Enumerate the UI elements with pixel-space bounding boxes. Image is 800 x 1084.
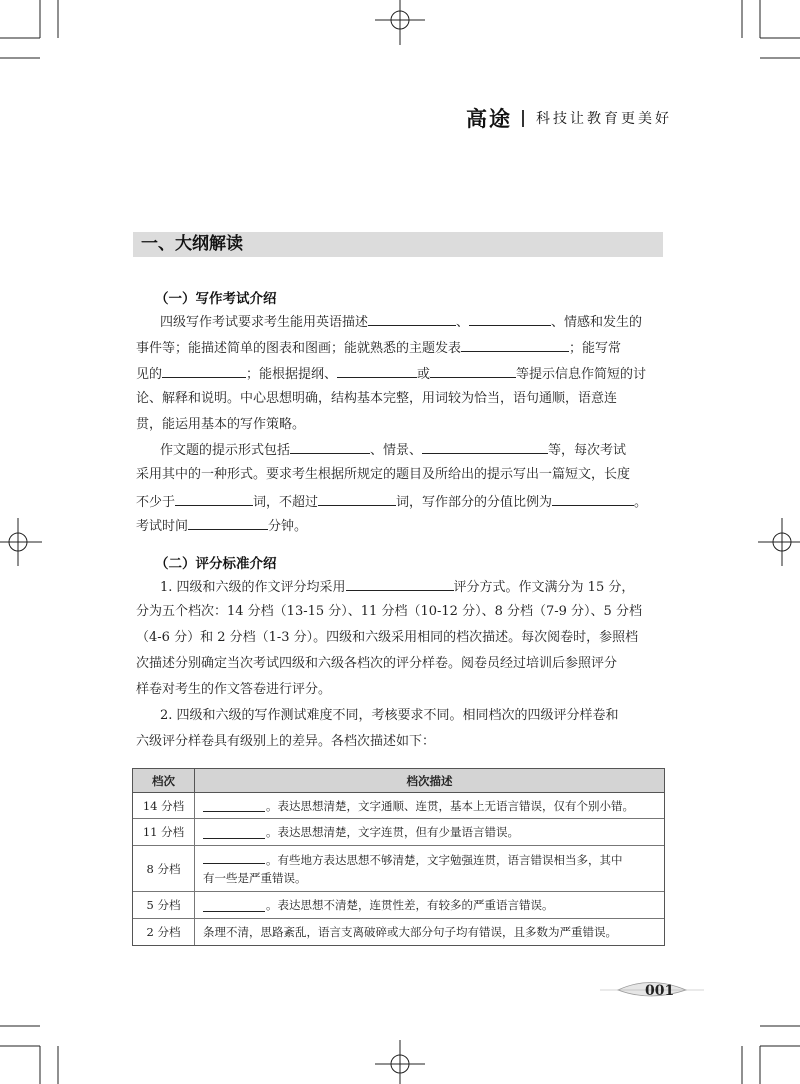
header-brand (466, 103, 672, 133)
registration-target-top (375, 0, 425, 45)
fill-blank (368, 312, 456, 326)
table-cell-description: 。表达思想清楚，文字通顺、连贯，基本上无语言错误，仅有个别小错。 (195, 793, 664, 818)
paragraph-line: 样卷对考生的作文答卷进行评分。 (136, 682, 332, 697)
paragraph-line: 事件等；能描述简单的图表和图画；能就熟悉的主题发表 ；能写常 (136, 338, 621, 358)
table-cell-level: 2 分档 (133, 919, 195, 945)
brand-divider (522, 110, 524, 127)
paragraph-line: 见的 ；能根据提纲、 或 等提示信息作简短的讨 (136, 364, 646, 384)
table-header-row (133, 769, 664, 793)
scoring-table (132, 768, 665, 946)
table-header-level: 档次 (133, 769, 195, 792)
registration-target-left (0, 518, 42, 566)
table-row (133, 819, 664, 846)
table-cell-level: 14 分档 (133, 793, 195, 818)
paragraph-line: 2. 四级和六级的写作测试难度不同，考核要求不同。相同档次的四级评分样卷和 (160, 708, 619, 723)
table-cell-level: 8 分档 (133, 846, 195, 891)
fill-blank (162, 364, 246, 378)
table-row (133, 892, 664, 919)
paragraph-line: 作文题的提示形式包括 、情景、 等，每次考试 (160, 440, 626, 460)
fill-blank (422, 440, 548, 454)
fill-blank (461, 338, 569, 352)
table-row (133, 793, 664, 819)
fill-blank (203, 899, 265, 912)
brand-name: 高途 (466, 107, 512, 131)
paragraph-line: 贯，能运用基本的写作策略。 (136, 417, 306, 432)
table-cell-level: 5 分档 (133, 892, 195, 918)
fill-blank (188, 516, 268, 530)
subheading-writing-intro: （一）写作考试介绍 (155, 291, 277, 307)
fill-blank (318, 492, 396, 506)
fill-blank (552, 492, 634, 506)
table-header-description: 档次描述 (406, 773, 453, 788)
fill-blank (430, 364, 516, 378)
table-row (133, 846, 664, 892)
table-cell-description: 条理不清，思路紊乱，语言支离破碎或大部分句子均有错误，且多数为严重错误。 (203, 925, 617, 939)
brand-slogan: 科技让教育更美好 (536, 111, 672, 127)
fill-blank (203, 826, 265, 839)
paragraph-line: 1. 四级和六级的作文评分均采用 评分方式。作文满分为 15 分， (160, 577, 634, 597)
paragraph-line: 不少于 词，不超过 词，写作部分的分值比例为 。 (136, 492, 647, 512)
paragraph-line: 次描述分别确定当次考试四级和六级各档次的评分样卷。阅卷员经过培训后参照评分 (136, 656, 618, 671)
paragraph-line: 六级评分样卷具有级别上的差异。各档次描述如下： (136, 734, 436, 749)
paragraph-line: 四级写作考试要求考生能用英语描述 、 、情感和发生的 (160, 312, 642, 332)
page-number: 001 (645, 983, 675, 999)
fill-blank (346, 577, 454, 591)
fill-blank (290, 440, 370, 454)
paragraph-line: 考试时间 分钟。 (136, 516, 307, 536)
paragraph-line: 采用其中的一种形式。要求考生根据所规定的题目及所给出的提示写出一篇短文，长度 (136, 467, 631, 482)
fill-blank (469, 312, 551, 326)
section-title: 一、大纲解读 (141, 234, 243, 254)
fill-blank (175, 492, 253, 506)
paragraph-line: 论、解释和说明。中心思想明确，结构基本完整，用词较为恰当，语句通顺，语意连 (136, 391, 618, 406)
fill-blank (203, 799, 265, 812)
paragraph-line: 分为五个档次：14 分档（13-15 分）、11 分档（10-12 分）、8 分档（7-9 分）、5 分档 (136, 604, 642, 619)
fill-blank (337, 364, 417, 378)
table-cell-description: 。表达思想不清楚，连贯性差，有较多的严重语言错误。 (195, 892, 664, 918)
paragraph-line: （4-6 分）和 2 分档（1-3 分）。四级和六级采用相同的档次描述。每次阅卷时，参照档 (136, 630, 639, 645)
subheading-scoring-intro: （二）评分标准介绍 (155, 556, 277, 572)
registration-target-right (758, 518, 800, 566)
table-cell-description: 。表达思想清楚，文字连贯，但有少量语言错误。 (195, 819, 664, 845)
table-row (133, 919, 664, 945)
table-cell-description: 。有些地方表达思想不够清楚，文字勉强连贯，语言错误相当多，其中 有一些是严重错误。 (203, 852, 623, 885)
registration-target-bottom (375, 1040, 425, 1084)
fill-blank (203, 851, 265, 864)
table-cell-level: 11 分档 (133, 819, 195, 845)
